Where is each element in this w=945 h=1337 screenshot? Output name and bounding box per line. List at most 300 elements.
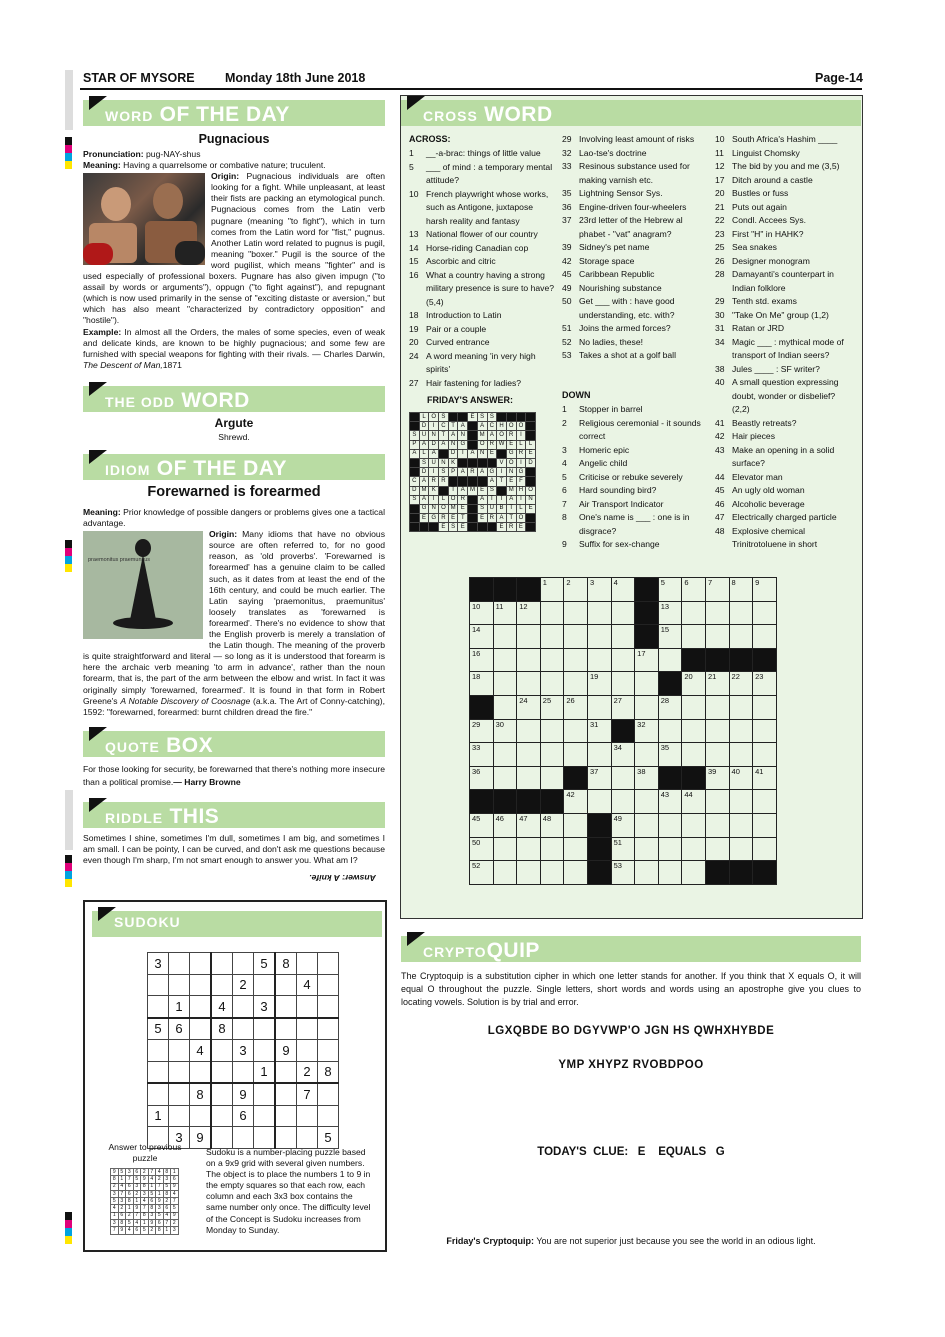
sudoku-cell: 4	[190, 1040, 212, 1062]
crossword-cell[interactable]	[705, 601, 729, 625]
crossword-cell[interactable]: 42	[564, 790, 588, 814]
crossword-cell[interactable]	[753, 813, 777, 837]
crossword-cell[interactable]	[587, 743, 611, 767]
sudoku-answer-cell: 3	[156, 1205, 164, 1212]
sudoku-answer-cell: 6	[126, 1190, 134, 1197]
crossword-cell	[587, 861, 611, 885]
crossword-cell[interactable]	[658, 837, 682, 861]
crossword-cell[interactable]	[705, 695, 729, 719]
answer-cell: O	[448, 495, 458, 504]
clue-item: 27 Hair fastening for ladies?	[409, 377, 522, 388]
sudoku-answer-cell: 9	[171, 1183, 179, 1190]
sudoku-cell[interactable]	[275, 1061, 297, 1083]
sudoku-cell[interactable]	[233, 1018, 254, 1040]
riddle-banner: RIDDLE THIS	[83, 802, 385, 828]
crossword-cell[interactable]	[587, 648, 611, 672]
sudoku-cell[interactable]	[211, 974, 233, 996]
crossword-cell[interactable]	[540, 766, 564, 790]
crossword-cell[interactable]: 20	[682, 672, 706, 696]
crossword-cell[interactable]	[564, 648, 588, 672]
sudoku-answer-cell: 1	[148, 1183, 156, 1190]
sudoku-cell[interactable]	[148, 1083, 169, 1105]
crossword-cell[interactable]	[587, 625, 611, 649]
crossword-cell[interactable]	[493, 648, 517, 672]
crossword-cell[interactable]	[682, 743, 706, 767]
crossword-cell[interactable]	[705, 625, 729, 649]
crossword-cell[interactable]	[729, 743, 753, 767]
sudoku-cell[interactable]	[254, 1083, 276, 1105]
crossword-cell[interactable]	[611, 601, 635, 625]
answer-cell: N	[526, 495, 536, 504]
answer-cell	[410, 504, 420, 513]
crossword-cell[interactable]	[753, 601, 777, 625]
sudoku-cell[interactable]	[275, 974, 297, 996]
answer-cell: E	[487, 449, 497, 458]
sudoku-cell: 7	[297, 1083, 318, 1105]
crossword-cell[interactable]: 27	[611, 695, 635, 719]
crossword-cell[interactable]: 15	[658, 625, 682, 649]
answer-cell: E	[477, 514, 487, 523]
crossword-cell	[729, 861, 753, 885]
sudoku-answer-cell: 1	[118, 1176, 126, 1183]
sudoku-cell[interactable]	[297, 953, 318, 975]
crossword-cell[interactable]	[753, 837, 777, 861]
crossword-cell[interactable]	[564, 837, 588, 861]
clue-item: 24 A word meaning 'in very high spirits'	[409, 350, 536, 374]
answer-cell: P	[410, 440, 420, 449]
sudoku-cell[interactable]	[233, 996, 254, 1018]
clue-item: 30 "Take On Me" group (1,2)	[715, 309, 829, 320]
answer-cell: S	[439, 468, 449, 477]
crossword-cell[interactable]	[705, 790, 729, 814]
sudoku-cell[interactable]	[318, 1083, 339, 1105]
crossword-cell[interactable]	[564, 813, 588, 837]
answer-cell: E	[526, 449, 536, 458]
sudoku-cell[interactable]	[190, 1105, 212, 1127]
sudoku-cell[interactable]	[275, 1083, 297, 1105]
answer-cell: E	[458, 523, 468, 532]
crossword-cell[interactable]	[540, 837, 564, 861]
answer-cell: O	[506, 422, 516, 431]
answer-cell: C	[410, 477, 420, 486]
crossword-cell[interactable]: 44	[682, 790, 706, 814]
answer-cell: M	[506, 486, 516, 495]
sudoku-answer-cell: 6	[126, 1183, 134, 1190]
sudoku-cell[interactable]	[169, 1040, 190, 1062]
answer-cell: M	[419, 486, 429, 495]
crossword-cell[interactable]	[635, 790, 659, 814]
crossword-cell[interactable]: 17	[635, 648, 659, 672]
answer-cell: A	[419, 440, 429, 449]
crossword-cell[interactable]	[753, 625, 777, 649]
crossword-cell[interactable]	[705, 837, 729, 861]
crossword-cell[interactable]	[753, 695, 777, 719]
answer-cell: R	[429, 477, 439, 486]
crossword-cell[interactable]: 35	[658, 743, 682, 767]
sudoku-cell[interactable]	[211, 1083, 233, 1105]
sudoku-answer-cell: 8	[126, 1198, 134, 1205]
crossword-cell[interactable]	[517, 719, 541, 743]
crossword-cell[interactable]	[517, 743, 541, 767]
clue-item: 20 Curved entrance	[409, 337, 490, 347]
clue-item: 36 Engine-driven four-wheelers	[562, 201, 687, 212]
register-marks-bottom	[65, 1212, 72, 1244]
sudoku-cell[interactable]	[148, 1061, 169, 1083]
sudoku-cell[interactable]	[275, 1127, 297, 1149]
sudoku-cell[interactable]	[254, 1040, 276, 1062]
sudoku-cell[interactable]	[233, 1127, 254, 1149]
crossword-cell[interactable]	[564, 601, 588, 625]
sudoku-cell[interactable]	[297, 1127, 318, 1149]
answer-cell	[410, 422, 420, 431]
crossword-cell[interactable]: 21	[705, 672, 729, 696]
answer-cell: N	[448, 440, 458, 449]
clue-item: 1 __-a-brac: things of little value	[409, 148, 541, 158]
clue-item: 31 Ratan or JRD	[715, 323, 785, 333]
answer-cell: A	[410, 449, 420, 458]
crossword-cell[interactable]	[517, 861, 541, 885]
crossword-cell[interactable]	[658, 813, 682, 837]
crossword-cell[interactable]: 40	[729, 766, 753, 790]
answer-cell: I	[516, 495, 526, 504]
sudoku-cell[interactable]	[190, 996, 212, 1018]
crossword-cell[interactable]	[540, 625, 564, 649]
crossword-cell[interactable]	[493, 625, 517, 649]
crossword-cell[interactable]: 46	[493, 813, 517, 837]
sudoku-cell[interactable]	[190, 1061, 212, 1083]
answer-cell	[468, 458, 478, 467]
crossword-cell[interactable]: 45	[470, 813, 494, 837]
answer-cell: A	[487, 431, 497, 440]
crossword-cell[interactable]	[517, 625, 541, 649]
answer-cell	[468, 504, 478, 513]
crossword-cell[interactable]	[587, 695, 611, 719]
crossword-cell[interactable]	[493, 766, 517, 790]
clue-item: 18 Introduction to Latin	[409, 310, 502, 320]
crossword-cell[interactable]: 37	[587, 766, 611, 790]
crossword-cell[interactable]: 4	[611, 578, 635, 602]
crossword-banner: CROSS WORD	[401, 100, 861, 126]
answer-cell	[526, 468, 536, 477]
sudoku-cell[interactable]	[148, 996, 169, 1018]
crossword-cell[interactable]	[611, 766, 635, 790]
crossword-cell[interactable]	[682, 695, 706, 719]
crossword-cell[interactable]: 50	[470, 837, 494, 861]
sudoku-cell[interactable]	[169, 974, 190, 996]
sudoku-cell[interactable]	[169, 1083, 190, 1105]
crossword-cell[interactable]	[658, 719, 682, 743]
sudoku-answer-cell: 4	[111, 1205, 119, 1212]
answer-cell	[526, 413, 536, 422]
crossword-cell[interactable]: 3	[587, 578, 611, 602]
answer-cell	[419, 523, 429, 532]
crossword-cell[interactable]	[587, 790, 611, 814]
answer-cell: E	[516, 523, 526, 532]
crossword-cell[interactable]	[493, 695, 517, 719]
crossword-grid[interactable]	[469, 577, 777, 885]
crossword-cell[interactable]	[611, 625, 635, 649]
crossword-cell[interactable]: 26	[564, 695, 588, 719]
answer-cell	[410, 523, 420, 532]
crossword-cell[interactable]	[611, 790, 635, 814]
gray-margin-strip	[65, 70, 73, 130]
crossword-cell[interactable]: 30	[493, 719, 517, 743]
crossword-cell[interactable]	[611, 672, 635, 696]
answer-cell	[468, 477, 478, 486]
sudoku-cell[interactable]	[275, 996, 297, 1018]
sudoku-answer-cell: 5	[156, 1212, 164, 1219]
crossword-cell[interactable]: 31	[587, 719, 611, 743]
sudoku-cell[interactable]	[297, 1018, 318, 1040]
crossword-cell[interactable]: 11	[493, 601, 517, 625]
sudoku-cell[interactable]	[318, 1018, 339, 1040]
sudoku-cell[interactable]	[211, 953, 233, 975]
crossword-cell[interactable]	[540, 672, 564, 696]
crossword-cell[interactable]	[682, 601, 706, 625]
crossword-cell[interactable]	[729, 790, 753, 814]
crossword-cell[interactable]: 25	[540, 695, 564, 719]
answer-cell: N	[429, 431, 439, 440]
sudoku-answer-cell: 9	[171, 1212, 179, 1219]
crossword-cell[interactable]	[729, 625, 753, 649]
clue-item: 42 Hair pieces	[715, 431, 775, 441]
crossword-cell[interactable]	[635, 861, 659, 885]
crossword-cell[interactable]	[658, 861, 682, 885]
crossword-cell[interactable]: 53	[611, 861, 635, 885]
answer-cell	[410, 514, 420, 523]
crossword-cell[interactable]	[682, 813, 706, 837]
crossword-cell[interactable]: 22	[729, 672, 753, 696]
crossword-cell[interactable]	[564, 743, 588, 767]
crossword-cell[interactable]	[564, 861, 588, 885]
sudoku-answer-cell: 9	[141, 1176, 149, 1183]
sudoku-cell[interactable]	[211, 1105, 233, 1127]
crossword-cell[interactable]	[705, 743, 729, 767]
crossword-cell[interactable]: 2	[564, 578, 588, 602]
crossword-cell[interactable]: 14	[470, 625, 494, 649]
sudoku-cell[interactable]	[275, 1018, 297, 1040]
crossword-cell[interactable]	[658, 648, 682, 672]
answer-cell: C	[487, 422, 497, 431]
crossword-cell[interactable]	[635, 695, 659, 719]
sudoku-answer-cell: 7	[148, 1169, 156, 1176]
sudoku-answer-cell: 8	[148, 1205, 156, 1212]
answer-cell: B	[497, 504, 507, 513]
crossword-cell[interactable]: 9	[753, 578, 777, 602]
crossword-cell[interactable]: 6	[682, 578, 706, 602]
crossword-cell[interactable]: 38	[635, 766, 659, 790]
answer-cell	[477, 477, 487, 486]
answer-cell: E	[468, 413, 478, 422]
crossword-cell[interactable]: 49	[611, 813, 635, 837]
crossword-cell[interactable]	[729, 813, 753, 837]
crossword-cell[interactable]	[635, 672, 659, 696]
crossword-cell[interactable]	[517, 672, 541, 696]
sudoku-cell[interactable]	[318, 1040, 339, 1062]
crossword-cell[interactable]: 18	[470, 672, 494, 696]
sudoku-cell[interactable]	[233, 1061, 254, 1083]
sudoku-cell[interactable]	[148, 974, 169, 996]
sudoku-answer-cell: 3	[118, 1198, 126, 1205]
crossword-cell[interactable]	[705, 719, 729, 743]
answer-cell	[448, 413, 458, 422]
crossword-cell[interactable]	[611, 648, 635, 672]
crossword-cell[interactable]	[517, 648, 541, 672]
crossword-cell[interactable]	[540, 861, 564, 885]
answer-cell	[410, 468, 420, 477]
crossword-cell[interactable]: 19	[587, 672, 611, 696]
crossword-cell[interactable]: 33	[470, 743, 494, 767]
sudoku-cell[interactable]	[254, 1105, 276, 1127]
sudoku-cell[interactable]	[190, 974, 212, 996]
across-clues-col2	[562, 133, 707, 363]
answer-cell: S	[487, 413, 497, 422]
crossword-cell[interactable]	[753, 743, 777, 767]
crossword-cell[interactable]	[729, 695, 753, 719]
crossword-cell[interactable]: 24	[517, 695, 541, 719]
sudoku-cell[interactable]	[169, 1061, 190, 1083]
crossword-cell[interactable]: 1	[540, 578, 564, 602]
crossword-cell[interactable]	[517, 766, 541, 790]
crossword-cell[interactable]: 47	[517, 813, 541, 837]
sudoku-answer-cell: 1	[133, 1198, 141, 1205]
sudoku-cell: 2	[233, 974, 254, 996]
sudoku-grid[interactable]	[147, 952, 339, 1149]
sudoku-cell[interactable]	[211, 1127, 233, 1149]
down-clues-col3	[715, 133, 855, 552]
sudoku-cell[interactable]	[190, 953, 212, 975]
crossword-cell[interactable]	[540, 719, 564, 743]
sudoku-cell: 4	[297, 974, 318, 996]
answer-cell	[477, 523, 487, 532]
crossword-cell[interactable]	[729, 837, 753, 861]
clue-item: 39 Sidney's pet name	[562, 242, 650, 252]
clue-item: 40 A small question expressing doubt, wonder or disbelief? (2,2)	[715, 377, 839, 414]
sudoku-answer-cell: 3	[163, 1176, 171, 1183]
riddle-answer: Answer: A knife.	[309, 873, 376, 883]
crossword-cell[interactable]: 32	[635, 719, 659, 743]
sudoku-cell[interactable]	[254, 1127, 276, 1149]
sudoku-cell[interactable]	[169, 953, 190, 975]
crossword-cell[interactable]: 13	[658, 601, 682, 625]
sudoku-cell[interactable]	[148, 1040, 169, 1062]
answer-cell: T	[448, 422, 458, 431]
sudoku-cell: 8	[211, 1018, 233, 1040]
crossword-cell[interactable]	[540, 743, 564, 767]
crossword-cell[interactable]: 48	[540, 813, 564, 837]
crossword-cell[interactable]: 7	[705, 578, 729, 602]
sudoku-cell[interactable]	[190, 1018, 212, 1040]
sudoku-cell[interactable]	[169, 1105, 190, 1127]
crossword-cell[interactable]: 10	[470, 601, 494, 625]
answer-cell	[410, 458, 420, 467]
crossword-cell[interactable]	[682, 625, 706, 649]
crossword-cell[interactable]: 51	[611, 837, 635, 861]
crossword-cell[interactable]	[729, 601, 753, 625]
answer-cell: U	[419, 431, 429, 440]
sudoku-answer-cell: 7	[156, 1183, 164, 1190]
crossword-cell[interactable]	[587, 601, 611, 625]
sudoku-cell[interactable]	[211, 1061, 233, 1083]
answer-cell: E	[458, 504, 468, 513]
clue-item: 11 Linguist Chomsky	[715, 147, 800, 158]
crossword-cell[interactable]	[564, 672, 588, 696]
sudoku-cell[interactable]	[297, 1105, 318, 1127]
sudoku-cell[interactable]	[275, 1105, 297, 1127]
crossword-cell[interactable]	[753, 719, 777, 743]
down-clues-col2	[562, 403, 707, 552]
answer-cell: L	[516, 504, 526, 513]
answer-cell: S	[410, 431, 420, 440]
sudoku-cell[interactable]	[318, 1105, 339, 1127]
sudoku-answer-cell: 5	[133, 1176, 141, 1183]
crossword-cell[interactable]	[564, 625, 588, 649]
sudoku-cell[interactable]	[254, 974, 276, 996]
crossword-cell[interactable]	[705, 813, 729, 837]
sudoku-cell[interactable]	[254, 1018, 276, 1040]
sudoku-cell[interactable]	[318, 953, 339, 975]
crossword-cell[interactable]	[729, 719, 753, 743]
crossword-cell[interactable]: 23	[753, 672, 777, 696]
crossword-cell[interactable]: 34	[611, 743, 635, 767]
sudoku-cell[interactable]	[211, 1040, 233, 1062]
crossword-cell[interactable]: 28	[658, 695, 682, 719]
sudoku-cell[interactable]	[318, 996, 339, 1018]
crossword-cell[interactable]: 8	[729, 578, 753, 602]
crossword-cell	[493, 790, 517, 814]
sudoku-cell[interactable]	[318, 974, 339, 996]
crossword-cell[interactable]: 12	[517, 601, 541, 625]
sudoku-cell[interactable]	[297, 996, 318, 1018]
crossword-cell[interactable]: 5	[658, 578, 682, 602]
answer-cell: D	[526, 458, 536, 467]
crossword-cell[interactable]: 39	[705, 766, 729, 790]
crossword-cell[interactable]: 29	[470, 719, 494, 743]
crossword-cell[interactable]	[493, 837, 517, 861]
crossword-cell[interactable]	[635, 813, 659, 837]
crossword-cell[interactable]: 52	[470, 861, 494, 885]
crossword-cell[interactable]	[517, 837, 541, 861]
crossword-cell[interactable]: 41	[753, 766, 777, 790]
answer-cell: L	[526, 440, 536, 449]
crossword-cell[interactable]	[635, 837, 659, 861]
crossword-cell[interactable]	[635, 743, 659, 767]
sudoku-cell: 3	[233, 1040, 254, 1062]
crossword-cell[interactable]	[493, 861, 517, 885]
sudoku-cell[interactable]	[233, 953, 254, 975]
crossword-cell[interactable]: 16	[470, 648, 494, 672]
crossword-cell[interactable]	[493, 672, 517, 696]
crossword-cell[interactable]	[682, 837, 706, 861]
crossword-cell[interactable]	[753, 790, 777, 814]
sudoku-cell[interactable]	[297, 1040, 318, 1062]
register-marks-low	[65, 855, 72, 887]
crossword-cell[interactable]	[682, 719, 706, 743]
sudoku-answer-cell: 9	[118, 1227, 126, 1234]
crossword-cell[interactable]	[540, 601, 564, 625]
sudoku-answer-cell: 4	[126, 1227, 134, 1234]
clue-item: 5 ___ of mind : a temporary mental attitude?	[409, 161, 553, 185]
crossword-cell[interactable]	[540, 648, 564, 672]
crossword-cell[interactable]	[493, 743, 517, 767]
crossword-cell	[705, 648, 729, 672]
crossword-cell[interactable]	[682, 861, 706, 885]
crossword-cell[interactable]: 36	[470, 766, 494, 790]
crossword-cell[interactable]	[564, 719, 588, 743]
clue-item: 10 French playwright whose works, such as Antigone, juxtapose harsh reality and fantasy	[409, 188, 549, 226]
clue-item: 34 Magic ___ : mythical mode of transport of Indian seers?	[715, 336, 844, 360]
crossword-cell[interactable]: 43	[658, 790, 682, 814]
